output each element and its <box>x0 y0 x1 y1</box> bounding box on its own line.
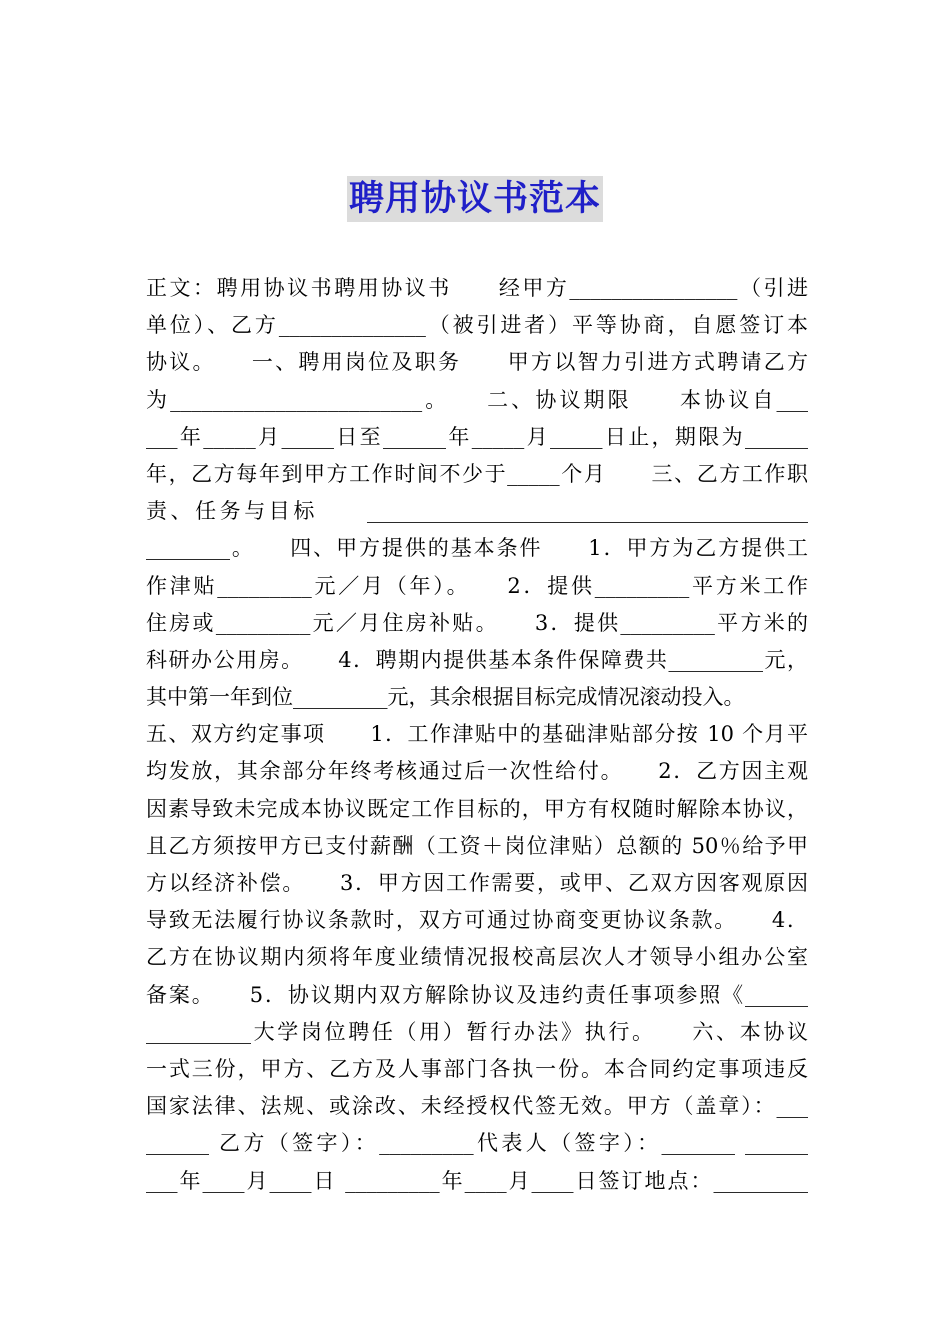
body-line: 国家法律、法规、或涂改、未经授权代签无效。甲方（盖章）：___ <box>146 1094 808 1119</box>
body-line: 责、任务与目标 __________________________________________ <box>146 499 808 524</box>
body-line: 年，乙方每年到甲方工作时间不少于_____个月 三、乙方工作职 <box>146 461 808 486</box>
body-line: 单位）、乙方______________（被引进者）平等协商，自愿签订本 <box>146 313 808 338</box>
document-body <box>146 270 808 1200</box>
body-line: ___年____月____日 _________年____月____日签订地点：_________ <box>146 1168 808 1193</box>
body-line: 乙方在协议期内须将年度业绩情况报校高层次人才领导小组办公室 <box>146 945 808 970</box>
body-line: 导致无法履行协议条款时，双方可通过协商变更协议条款。 4． <box>146 908 808 933</box>
body-line: 科研办公用房。 4．聘期内提供基本条件保障费共_________元， <box>146 647 808 672</box>
body-line: 其中第一年到位_________元，其余根据目标完成情况滚动投入。 <box>146 685 745 710</box>
body-line: 均发放，其余部分年终考核通过后一次性给付。 2．乙方因主观 <box>146 759 808 784</box>
body-line: 因素导致未完成本协议既定工作目标的，甲方有权随时解除本协议， <box>146 796 808 821</box>
body-line: 备案。 5．协议期内双方解除协议及违约责任事项参照《______ <box>146 982 808 1007</box>
body-line: 正文：聘用协议书聘用协议书 经甲方________________（引进 <box>146 276 808 300</box>
body-line: ______ 乙方（签字）：_________代表人（签字）：_______ ______ <box>146 1131 808 1156</box>
body-line: 且乙方须按甲方已支付薪酬（工资＋岗位津贴）总额的 50％给予甲 <box>146 833 808 858</box>
document-title: 聘用协议书范本 <box>347 176 603 222</box>
title-wrapper <box>0 176 950 222</box>
body-line: 为________________________。 二、协议期限 本协议自___ <box>146 387 808 412</box>
body-line: 作津贴_________元／月（年）。 2．提供_________平方米工作 <box>146 573 808 598</box>
body-line: 协议。 一、聘用岗位及职务 甲方以智力引进方式聘请乙方 <box>146 350 808 375</box>
body-line: 五、双方约定事项 1．工作津贴中的基础津贴部分按 10 个月平 <box>146 722 808 747</box>
body-line: 一式三份，甲方、乙方及人事部门各执一份。本合同约定事项违反 <box>146 1056 808 1081</box>
body-line: ________。 四、甲方提供的基本条件 1．甲方为乙方提供工 <box>146 536 808 561</box>
body-line: __________大学岗位聘任（用）暂行办法》执行。 六、本协议 <box>146 1019 808 1044</box>
body-line: 方以经济补偿。 3．甲方因工作需要，或甲、乙双方因客观原因 <box>146 871 808 895</box>
body-line: 住房或_________元／月住房补贴。 3．提供_________平方米的 <box>146 610 808 635</box>
body-line: ___年_____月_____日至______年_____月_____日止，期限为______ <box>146 424 808 449</box>
